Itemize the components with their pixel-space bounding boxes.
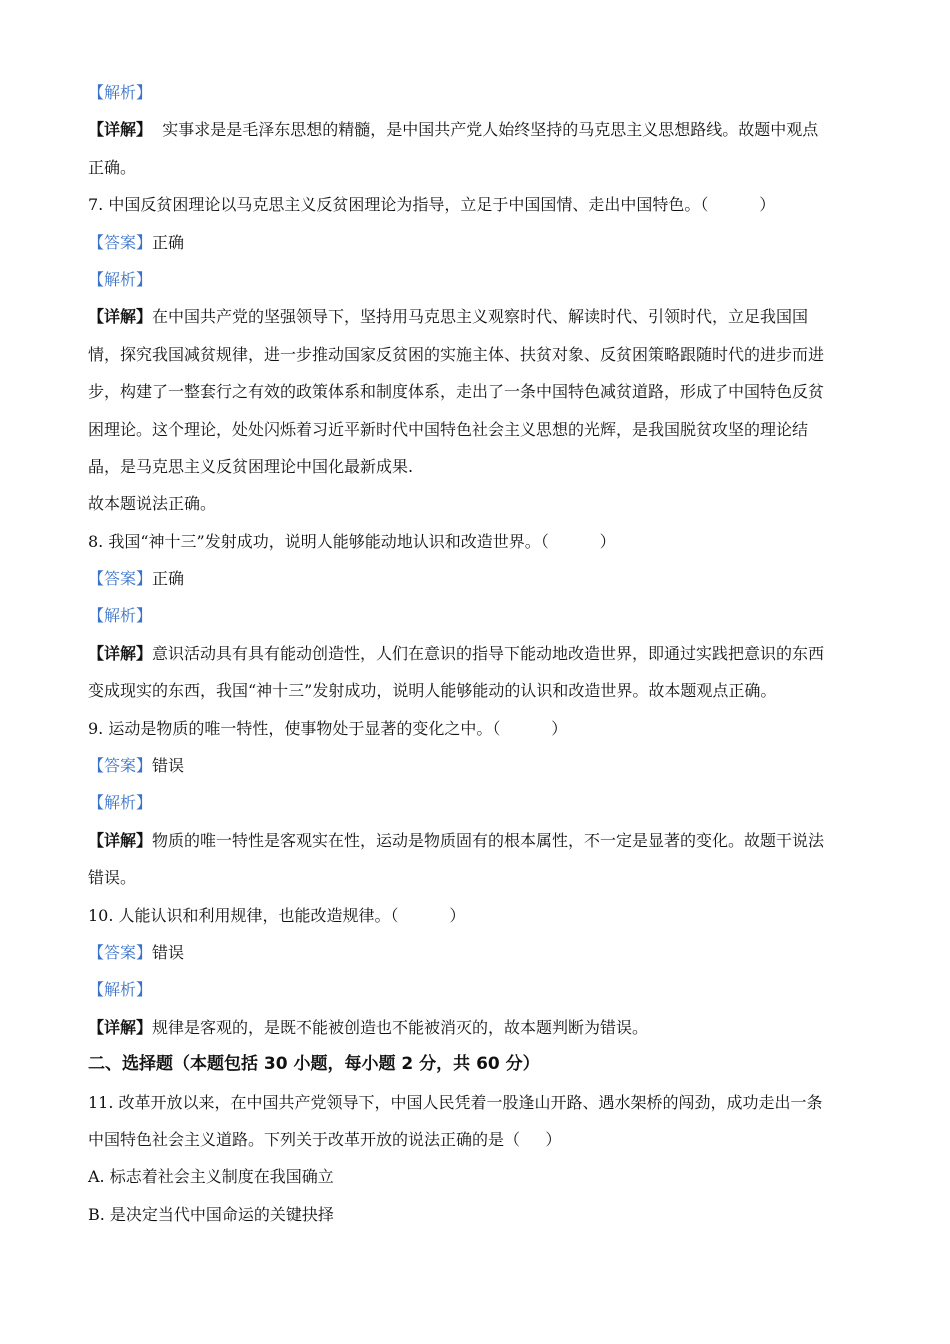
line-detail xyxy=(88,298,868,335)
question-8 xyxy=(88,523,868,560)
detail-tag: 【详解】 xyxy=(88,120,153,140)
detail-tag: 【详解】 xyxy=(88,1017,153,1037)
line-analysis-tag xyxy=(88,971,868,1008)
detail-text-cont: 步，构建了一整套行之有效的政策体系和制度体系，走出了一条中国特色减贫道路，形成了中国特色反贫 xyxy=(88,382,825,402)
question-9 xyxy=(88,710,868,747)
answer-text: 正确 xyxy=(152,232,185,252)
question-10 xyxy=(88,897,868,934)
line-text xyxy=(88,411,868,448)
option-b xyxy=(88,1196,868,1233)
detail-text-cont: 晶，是马克思主义反贫困理论中国化最新成果. xyxy=(88,456,414,476)
line-text xyxy=(88,485,868,522)
detail-text-cont: 变成现实的东西，我国“神十三”发射成功，说明人能够能动的认识和改造世界。故本题观点正确。 xyxy=(88,681,777,701)
detail-text-cont: 困理论。这个理论，处处闪烁着习近平新时代中国特色社会主义思想的光辉，是我国脱贫攻坚的理论结 xyxy=(88,419,809,439)
line-analysis-tag xyxy=(88,261,868,298)
section-heading xyxy=(88,1046,868,1083)
detail-text-cont: 正确。 xyxy=(88,157,137,177)
option-text: A. 标志着社会主义制度在我国确立 xyxy=(88,1167,334,1187)
answer-line xyxy=(88,747,868,784)
line-text xyxy=(88,373,868,410)
section-heading-text: 二、选择题（本题包括 30 小题，每小题 2 分，共 60 分） xyxy=(88,1054,540,1075)
answer-line xyxy=(88,560,868,597)
detail-text: 实事求是是毛泽东思想的精髓，是中国共产党人始终坚持的马克思主义思想路线。故题中观点 xyxy=(152,120,819,140)
detail-tag: 【详解】 xyxy=(88,307,153,327)
document-page xyxy=(88,74,868,1233)
detail-text: 意识活动具有具有能动创造性，人们在意识的指导下能动地改造世界，即通过实践把意识的东西 xyxy=(152,643,825,663)
detail-text-cont: 情，探究我国减贫规律，进一步推动国家反贫困的实施主体、扶贫对象、反贫困策略跟随时代的进步而进 xyxy=(88,344,825,364)
analysis-tag: 【解析】 xyxy=(88,269,153,289)
line-text xyxy=(88,859,868,896)
question-text: 8. 我国“神十三”发射成功，说明人能够能动地认识和改造世界。（ ） xyxy=(88,531,616,551)
line-detail xyxy=(88,1009,868,1046)
question-11 xyxy=(88,1084,868,1121)
answer-tag: 【答案】 xyxy=(88,569,153,589)
analysis-tag: 【解析】 xyxy=(88,793,153,813)
detail-tag: 【详解】 xyxy=(88,643,153,663)
answer-tag: 【答案】 xyxy=(88,232,153,252)
detail-text: 规律是客观的，是既不能被创造也不能被消灭的，故本题判断为错误。 xyxy=(152,1017,649,1037)
line-analysis-tag xyxy=(88,597,868,634)
detail-text: 在中国共产党的坚强领导下，坚持用马克思主义观察时代、解读时代、引领时代，立足我国国 xyxy=(152,307,809,327)
analysis-tag: 【解析】 xyxy=(88,606,153,626)
question-text: 7. 中国反贫困理论以马克思主义反贫困理论为指导，立足于中国国情、走出中国特色。（ ） xyxy=(88,195,776,215)
option-a xyxy=(88,1158,868,1195)
answer-tag: 【答案】 xyxy=(88,756,153,776)
question-text: 11. 改革开放以来，在中国共产党领导下，中国人民凭着一股逢山开路、遇水架桥的闯劲，成功走出一条 xyxy=(88,1092,823,1112)
detail-tag: 【详解】 xyxy=(88,830,153,850)
line-analysis-tag xyxy=(88,784,868,821)
line-analysis-tag xyxy=(88,74,868,111)
answer-text: 错误 xyxy=(152,756,185,776)
detail-text: 物质的唯一特性是客观实在性，运动是物质固有的根本属性，不一定是显著的变化。故题干说法 xyxy=(152,830,825,850)
answer-tag: 【答案】 xyxy=(88,942,153,962)
detail-text-cont: 错误。 xyxy=(88,868,137,888)
question-text-cont: 中国特色社会主义道路。下列关于改革开放的说法正确的是（ ） xyxy=(88,1129,562,1149)
question-text: 10. 人能认识和利用规律，也能改造规律。（ ） xyxy=(88,905,466,925)
line-detail-1 xyxy=(88,111,868,148)
line-text xyxy=(88,336,868,373)
line-detail xyxy=(88,635,868,672)
line-text xyxy=(88,1121,868,1158)
answer-text: 错误 xyxy=(152,942,185,962)
option-text: B. 是决定当代中国命运的关键抉择 xyxy=(88,1204,334,1224)
answer-line xyxy=(88,934,868,971)
line-text xyxy=(88,149,868,186)
analysis-tag: 【解析】 xyxy=(88,83,153,102)
question-text: 9. 运动是物质的唯一特性，使事物处于显著的变化之中。（ ） xyxy=(88,718,568,738)
line-detail xyxy=(88,822,868,859)
answer-text: 正确 xyxy=(152,569,185,589)
question-7 xyxy=(88,186,868,223)
line-text xyxy=(88,672,868,709)
detail-text-cont: 故本题说法正确。 xyxy=(88,494,217,514)
answer-line xyxy=(88,224,868,261)
line-text xyxy=(88,448,868,485)
analysis-tag: 【解析】 xyxy=(88,980,153,1000)
